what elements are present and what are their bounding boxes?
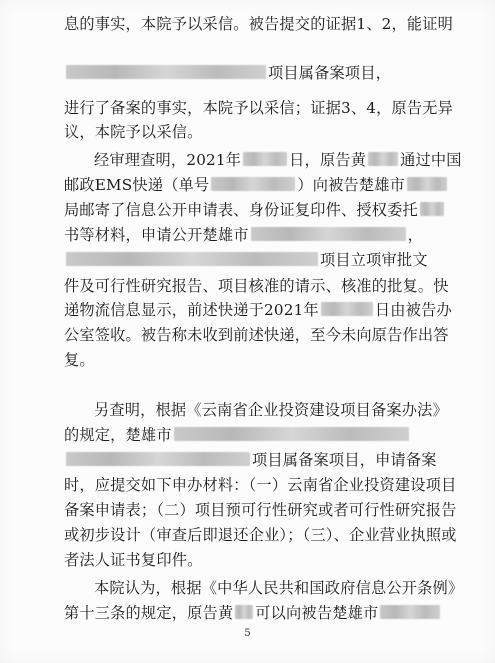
text-segment: 项目属备案项目， bbox=[268, 64, 392, 82]
redaction-block bbox=[380, 605, 440, 619]
text-line bbox=[94, 400, 448, 420]
text-line bbox=[64, 550, 437, 570]
text-line bbox=[64, 98, 454, 118]
text-line bbox=[64, 475, 457, 495]
text-line bbox=[64, 425, 437, 445]
text-segment: 经审理查明，2021年 bbox=[94, 151, 242, 169]
text-line bbox=[64, 63, 437, 83]
text-segment: 递物流信息显示，前述快递于2021年 bbox=[64, 301, 319, 319]
redaction-block bbox=[321, 302, 373, 316]
text-line bbox=[64, 250, 437, 270]
redaction-block bbox=[66, 65, 266, 79]
redaction-block bbox=[174, 427, 409, 441]
text-line bbox=[64, 276, 449, 296]
text-segment: 备案申请表；（二）项目预可行性研究或者可行性研究报告 bbox=[64, 501, 457, 519]
text-line bbox=[64, 525, 457, 545]
text-line bbox=[64, 450, 437, 470]
text-segment: 局邮寄了信息公开申请表、身份证复印件、授权委托 bbox=[64, 201, 418, 219]
redaction-block bbox=[243, 152, 287, 166]
redaction-block bbox=[66, 252, 318, 266]
text-segment: 者法人证书复印件。 bbox=[64, 551, 203, 569]
text-segment: 进行了备案的事实，本院予以采信；证据3、4，原告无异 bbox=[64, 99, 454, 117]
text-line bbox=[64, 122, 437, 142]
redaction-block bbox=[251, 227, 406, 241]
redaction-block bbox=[235, 605, 253, 619]
text-segment: 议，本院予以采信。 bbox=[64, 123, 203, 141]
redaction-block bbox=[211, 177, 295, 191]
text-line bbox=[64, 175, 437, 195]
text-segment: 或初步设计（审查后即退还企业）；（三）、企业营业执照或 bbox=[64, 526, 457, 544]
text-line bbox=[64, 300, 452, 320]
text-segment: 的规定，楚雄市 bbox=[64, 426, 172, 444]
text-segment: 通过中国 bbox=[400, 151, 462, 169]
text-line bbox=[64, 325, 449, 345]
text-segment: 息的事实，本院予以采信。被告提交的证据1、2，能证明 bbox=[64, 15, 454, 33]
text-segment: 件及可行性研究报告、项目核准的请示、核准的批复。快 bbox=[64, 277, 449, 295]
text-segment: ）向被告楚雄市 bbox=[297, 176, 406, 194]
redaction-block bbox=[368, 152, 398, 166]
text-segment: 书等材料，申请公开楚雄市 bbox=[64, 226, 249, 244]
text-segment: 公室签收。被告称未收到前述快递，至今未向原告作出答 bbox=[64, 326, 449, 344]
text-line bbox=[64, 603, 437, 623]
text-segment: 项目属备案项目，申请备案 bbox=[252, 451, 437, 469]
redaction-block bbox=[420, 202, 444, 216]
text-line bbox=[64, 14, 454, 34]
text-segment: ， bbox=[407, 226, 424, 244]
text-segment: 第十三条的规定，原告黄 bbox=[64, 604, 234, 622]
text-segment: 项目立项审批文 bbox=[320, 251, 428, 269]
text-segment: 另查明，根据《云南省企业投资建设项目备案办法》 bbox=[94, 401, 448, 419]
redaction-block bbox=[407, 177, 447, 191]
text-segment: 日由被告办 bbox=[374, 301, 452, 319]
page-number: 5 bbox=[244, 628, 251, 639]
text-segment: 邮政EMS快递（单号 bbox=[64, 176, 210, 194]
text-segment: 时，应提交如下申办材料：（一）云南省企业投资建设项目 bbox=[64, 476, 457, 494]
text-segment: 复。 bbox=[64, 351, 95, 369]
text-line bbox=[64, 200, 437, 220]
text-line bbox=[94, 578, 464, 598]
text-segment: 本院认为，根据《中华人民共和国政府信息公开条例》 bbox=[94, 579, 464, 597]
text-line bbox=[64, 500, 457, 520]
text-segment: 日，原告黄 bbox=[289, 151, 367, 169]
text-line bbox=[64, 350, 437, 370]
text-segment: 可以向被告楚雄市 bbox=[255, 604, 379, 622]
text-line bbox=[64, 225, 437, 245]
redaction-block bbox=[66, 452, 250, 466]
text-line bbox=[94, 150, 462, 170]
